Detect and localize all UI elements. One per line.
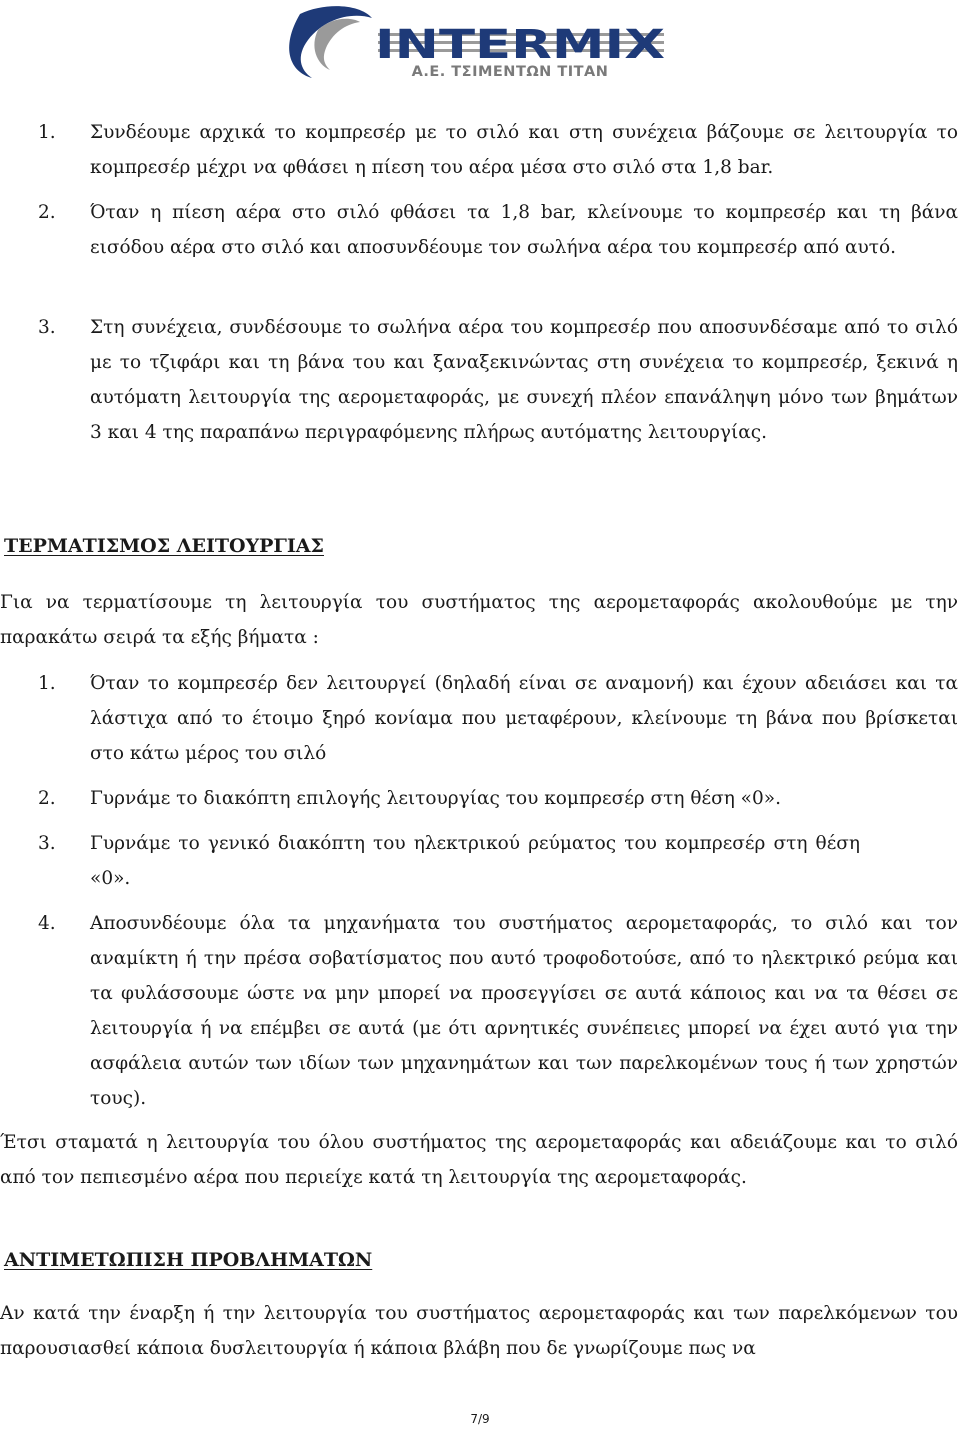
- list-item-text: Όταν το κομπρεσέρ δεν λειτουργεί (δηλαδή είναι σε αναμονή) και έχουν αδειάσει και τα λάστιχα από το έτοιμο ξηρό κονίαμα που μεταφέρουν, κλείνουμε τη βάνα που βρίσκεται στο κάτω μέρος του σιλό: [90, 673, 958, 764]
- list-item-text: Γυρνάμε το γενικό διακόπτη του ηλεκτρικού ρεύματος του κομπρεσέρ στη θέση «0».: [90, 833, 860, 889]
- closing-paragraph: Έτσι σταματά η λειτουργία του όλου συστήματος της αερομεταφοράς και αδειάζουμε και το σιλό από τον πεπιεσμένο αέρα που περιείχε κατά τη λειτουργία της αερομεταφοράς.: [0, 1132, 958, 1188]
- list-item-number: 3.: [38, 317, 56, 338]
- logo-subtitle: Α.Ε. ΤΣΙΜΕΝΤΩΝ ΤΙΤΑΝ: [411, 64, 609, 80]
- section-intro: Για να τερματίσουμε τη λειτουργία του συστήματος της αερομεταφοράς ακολουθούμε με την παρακάτω σειρά τα εξής βήματα :: [0, 592, 958, 648]
- list-item-text: Στη συνέχεια, συνδέσουμε το σωλήνα αέρα του κομπρεσέρ που αποσυνδέσαμε από το σιλό με το τζιφάρι και τη βάνα του και ξαναξεκινώντας στη συνέχεια το κομπρεσέρ, ξεκινά η αυτόματη λειτουργία της αερομεταφοράς, με συνεχή πλέον επανάληψη μόνο των βημάτων 3 και 4 της παραπάνω περιγραφόμενης πλήρως αυτόματης λειτουργίας.: [90, 317, 958, 443]
- list-item-text: Γυρνάμε το διακόπτη επιλογής λειτουργίας του κομπρεσέρ στη θέση «0».: [90, 788, 781, 809]
- logo-graphic: [0, 0, 960, 100]
- company-logo: [0, 0, 960, 100]
- logo-emblem: [289, 6, 372, 78]
- list-item-number: 1.: [38, 122, 56, 143]
- list-item-number: 3.: [38, 833, 56, 854]
- list-item-number: 4.: [38, 913, 56, 934]
- section-heading-troubleshooting: ΑΝΤΙΜΕΤΩΠΙΣΗ ΠΡΟΒΛΗΜΑΤΩΝ: [4, 1249, 373, 1271]
- list-item-text: Όταν η πίεση αέρα στο σιλό φθάσει τα 1,8 bar, κλείνουμε το κομπρεσέρ και τη βάνα εισόδου αέρα στο σιλό και αποσυνδέουμε τον σωλήνα αέρα του κομπρεσέρ από αυτό.: [90, 202, 958, 258]
- page-number: 7/9: [470, 1412, 490, 1426]
- list-item-text: Αποσυνδέουμε όλα τα μηχανήματα του συστήματος αερομεταφοράς, το σιλό και τον αναμίκτη ή την πρέσα σοβατίσματος που αυτό τροφοδοτούσε, από το ηλεκτρικό ρεύμα και τα φυλάσσουμε ώστε να μην μπορεί να προσεγγίσει σε αυτά κάποιος και να τα θέσει σε λειτουργία ή να επέμβει σε αυτά (με ότι αρνητικές συνέπειες μπορεί να έχει αυτό για την ασφάλεια αυτών των ιδίων των μηχανημάτων και των παρελκομένων τους ή των χρηστών τους).: [90, 913, 958, 1109]
- list-item-number: 2.: [38, 788, 56, 809]
- list-item-text: Συνδέουμε αρχικά το κομπρεσέρ με το σιλό και στη συνέχεια βάζουμε σε λειτουργία το κομπρεσέρ μέχρι να φθάσει η πίεση του αέρα μέσα στο σιλό στα 1,8 bar.: [90, 122, 958, 178]
- section-intro: Αν κατά την έναρξη ή την λειτουργία του συστήματος αερομεταφοράς και των παρελκόμενων του παρουσιασθεί κάποια δυσλειτουργία ή κάποια βλάβη που δε γνωρίζουμε πως να: [0, 1303, 958, 1359]
- section-heading-shutdown: ΤΕΡΜΑΤΙΣΜΟΣ ΛΕΙΤΟΥΡΓΙΑΣ: [4, 535, 324, 557]
- logo-wordmark: INTERMIX: [375, 22, 666, 68]
- list-item-number: 1.: [38, 673, 56, 694]
- list-item-number: 2.: [38, 202, 56, 223]
